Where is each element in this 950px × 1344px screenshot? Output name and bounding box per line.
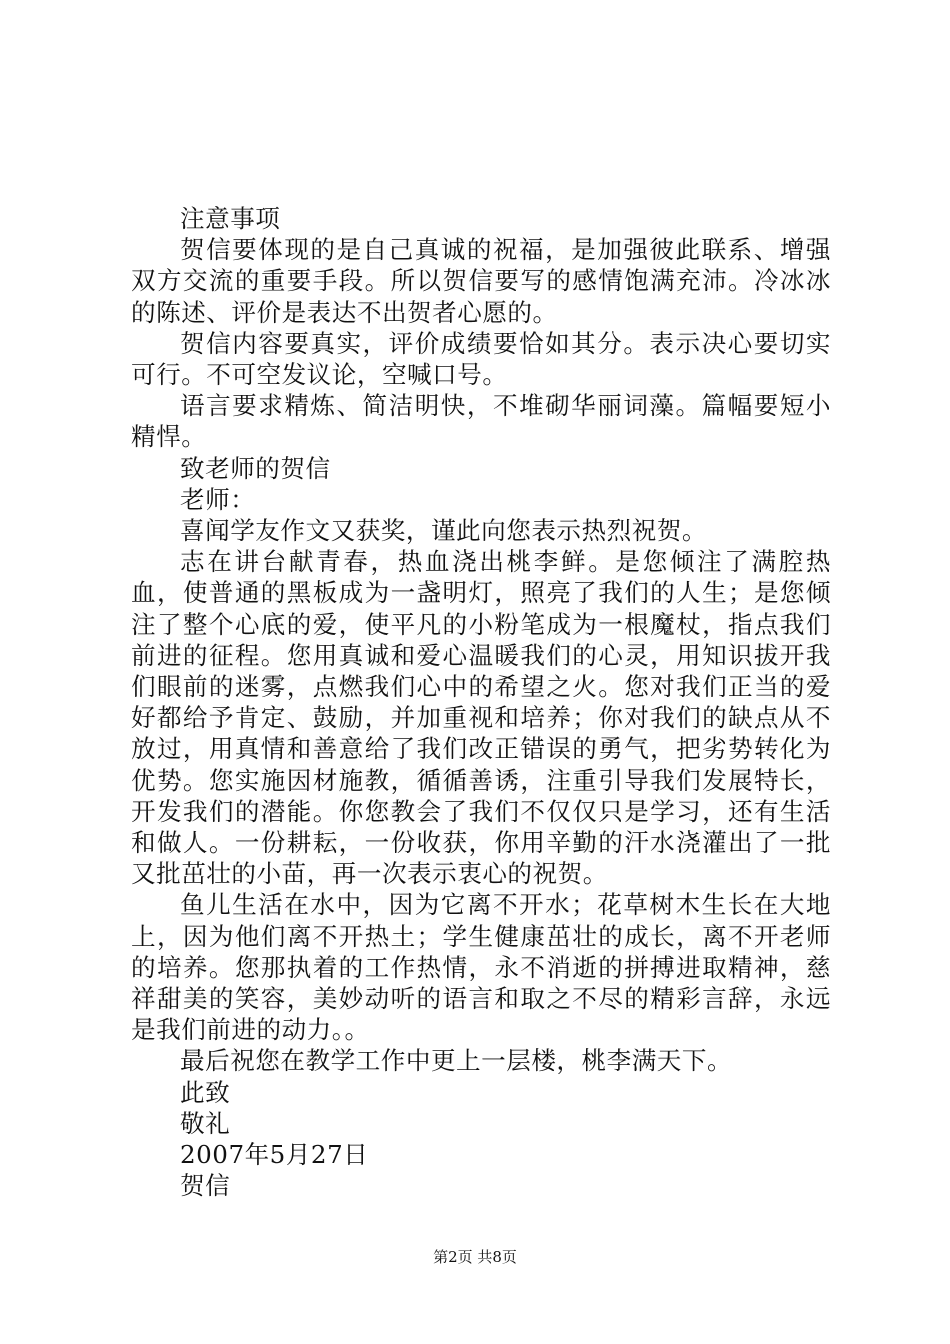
letter-body-metaphor: 鱼儿生活在水中，因为它离不开水；花草树木生长在大地上，因为他们离不开热土；学生健康茁壮的成长，离不开老师的培养。您那执着的工作热情，永不消逝的拼搏进取精神，慈祥甜美的笑容，美妙动听的语言和取之不尽的精彩言辞，永远是我们前进的动力。。	[131, 890, 831, 1045]
letter-opening: 喜闻学友作文又获奖，谨此向您表示热烈祝贺。	[180, 516, 707, 546]
letter-date: 2007年5月27日	[180, 1140, 369, 1170]
paragraph-note-language: 语言要求精炼、简洁明快，不堆砌华丽词藻。篇幅要短小精悍。	[131, 391, 831, 452]
letter-title: 致老师的贺信	[180, 453, 331, 483]
letter-signature: 贺信	[180, 1171, 231, 1201]
letter-body-praise: 志在讲台献青春，热血浇出桃李鲜。是您倾注了满腔热血，使普通的黑板成为一盏明灯，照亮了我们的人生；是您倾注了整个心底的爱，使平凡的小粉笔成为一根魔杖，指点我们前进的征程。您用真诚和爱心温暖我们的心灵，用知识拔开我们眼前的迷雾，点燃我们心中的希望之火。您对我们正当的爱好都给予肯定、鼓励，并加重视和培养；你对我们的缺点从不放过，用真情和善意给了我们改正错误的勇气，把劣势转化为优势。您实施因材施教，循循善诱，注重引导我们发展特长，开发我们的潜能。你您教会了我们不仅仅只是学习，还有生活和做人。一份耕耘，一份收获，你用辛勤的汗水浇灌出了一批又批茁壮的小苗，再一次表示衷心的祝贺。	[131, 547, 831, 889]
paragraph-note-truthfulness: 贺信内容要真实，评价成绩要恰如其分。表示决心要切实可行。不可空发议论，空喊口号。	[131, 328, 831, 390]
paragraph-notes-heading: 注意事项	[180, 204, 281, 233]
letter-sign-off-1: 此致	[180, 1077, 231, 1107]
document-body	[131, 203, 831, 1202]
page-number-footer: 第2页 共8页	[433, 1248, 517, 1266]
letter-closing-wish: 最后祝您在教学工作中更上一层楼，桃李满天下。	[180, 1046, 733, 1076]
letter-salutation: 老师：	[180, 484, 256, 514]
letter-sign-off-2: 敬礼	[180, 1108, 231, 1138]
paragraph-note-sincerity: 贺信要体现的是自己真诚的祝福，是加强彼此联系、增强双方交流的重要手段。所以贺信要写的感情饱满充沛。冷冰冰的陈述、评价是表达不出贺者心愿的。	[131, 235, 831, 327]
